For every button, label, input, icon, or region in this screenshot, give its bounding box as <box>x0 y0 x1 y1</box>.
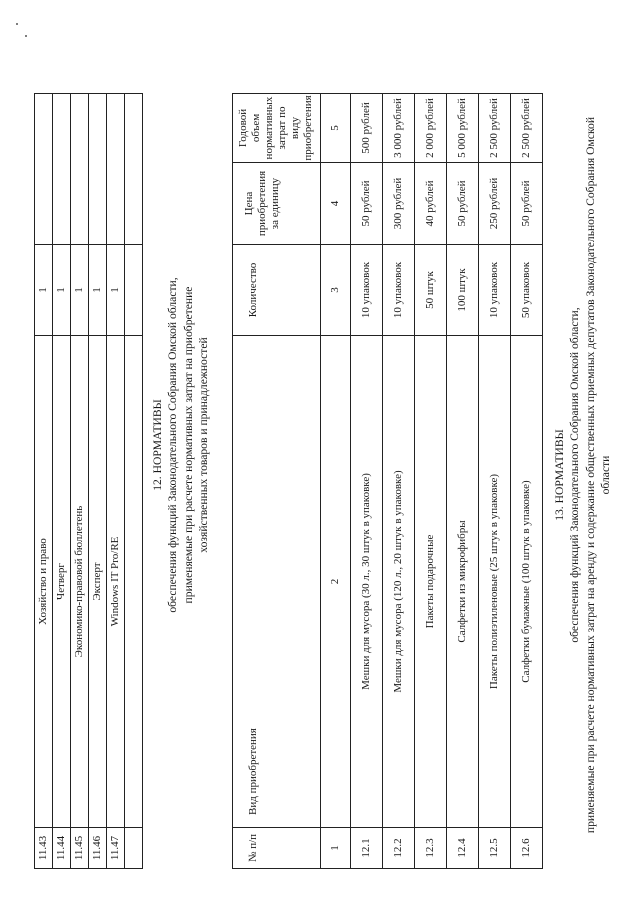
table11-bottom-border <box>142 93 143 869</box>
column-number: 1 <box>329 845 342 851</box>
subscription-name: Эксперт <box>91 562 104 601</box>
purchase-type: Мешки для мусора (30 л., 30 штук в упаковке) <box>360 473 373 690</box>
subscription-name: Хозяйство и право <box>37 538 50 625</box>
annual-cost: 3 000 рублей <box>392 98 405 158</box>
annual-cost: 2 500 рублей <box>488 98 501 158</box>
column-number: 3 <box>329 287 342 293</box>
section12-subtitle-line-1: обеспечения функций Законодательного Собрания Омской области, <box>166 277 180 613</box>
section13-title: 13. НОРМАТИВЫ <box>553 429 566 521</box>
purchase-qty: 50 упаковок <box>520 261 533 319</box>
unit-price: 50 рублей <box>360 180 373 227</box>
unit-price: 250 рублей <box>488 177 501 230</box>
section13-subtitle-line-2: применяемые при расчете нормативных затрат на аренду и содержание общественных приемных депутатов Законодательного Собрания Омской <box>583 116 597 834</box>
col-header-price: Цена приобретения за единицу <box>243 170 281 237</box>
subscription-name: Windows IT Pro/RE <box>109 536 122 627</box>
row-number: 12.6 <box>520 838 533 858</box>
table12-bottom-border <box>542 93 543 869</box>
unit-price: 300 рублей <box>392 177 405 230</box>
subscription-qty: 1 <box>91 287 104 293</box>
column-number: 4 <box>329 200 342 207</box>
column-number: 2 <box>329 578 342 585</box>
section12-subtitle-line-2: применяемые при расчете нормативных затрат на приобретение <box>181 286 195 604</box>
annual-cost: 2 000 рублей <box>424 98 437 158</box>
row-number: 11.45 <box>73 835 86 861</box>
purchase-type: Пакеты полиэтиленовые (25 штук в упаковке) <box>488 473 501 690</box>
subscription-qty: 1 <box>73 287 86 293</box>
purchase-type: Пакеты подарочные <box>424 534 437 629</box>
section12-subtitle-line-3: хозяйственных товаров и принадлежностей <box>196 337 210 553</box>
subscription-name: Экономико-правовой бюллетень <box>73 505 86 658</box>
purchase-qty: 10 упаковок <box>392 261 405 319</box>
section13-subtitle-line-1: обеспечения функций Законодательного Собрания Омской области, <box>568 307 582 643</box>
row-number: 12.3 <box>424 838 437 858</box>
unit-price: 50 рублей <box>520 180 533 227</box>
row-number: 11.44 <box>55 835 68 861</box>
row-number: 12.1 <box>360 838 373 858</box>
unit-price: 50 рублей <box>456 180 469 227</box>
col-header-qty: Количество <box>247 262 259 318</box>
subscription-qty: 1 <box>55 287 68 293</box>
scan-speck <box>25 35 27 37</box>
row-number: 12.4 <box>456 838 469 858</box>
section13-heading <box>552 75 613 875</box>
col-header-num: № п/п <box>247 833 259 863</box>
column-number: 5 <box>329 125 342 131</box>
purchase-type: Салфетки из микрофибры <box>456 520 469 643</box>
scan-speck <box>16 23 18 25</box>
purchase-qty: 10 упаковок <box>488 261 501 319</box>
section12-title: 12. НОРМАТИВЫ <box>151 399 164 491</box>
subscription-qty: 1 <box>109 287 122 293</box>
subscription-qty: 1 <box>37 287 50 293</box>
section13-subtitle-line-3: области <box>598 455 612 495</box>
col-header-annual: Годовой объем нормативных затрат по виду приобретения <box>237 95 314 161</box>
annual-cost: 2 500 рублей <box>520 98 533 158</box>
purchase-qty: 100 штук <box>456 268 469 312</box>
row-number: 11.46 <box>91 835 104 861</box>
section12-heading <box>150 165 211 725</box>
row-number: 12.5 <box>488 838 501 858</box>
purchase-type: Салфетки бумажные (100 штук в упаковке) <box>520 480 533 683</box>
annual-cost: 500 рублей <box>360 102 373 154</box>
annual-cost: 5 000 рублей <box>456 98 469 158</box>
purchase-qty: 50 штук <box>424 271 437 309</box>
subscription-name: Четверг <box>55 563 68 600</box>
row-number: 12.2 <box>392 838 405 858</box>
unit-price: 40 рублей <box>424 180 437 227</box>
purchase-qty: 10 упаковок <box>360 261 373 319</box>
col-header-type: Вид приобретения <box>247 728 259 815</box>
purchase-type: Мешки для мусора (120 л., 20 штук в упаковке) <box>392 470 405 693</box>
row-number: 11.47 <box>109 835 122 861</box>
row-number: 11.43 <box>37 835 50 861</box>
